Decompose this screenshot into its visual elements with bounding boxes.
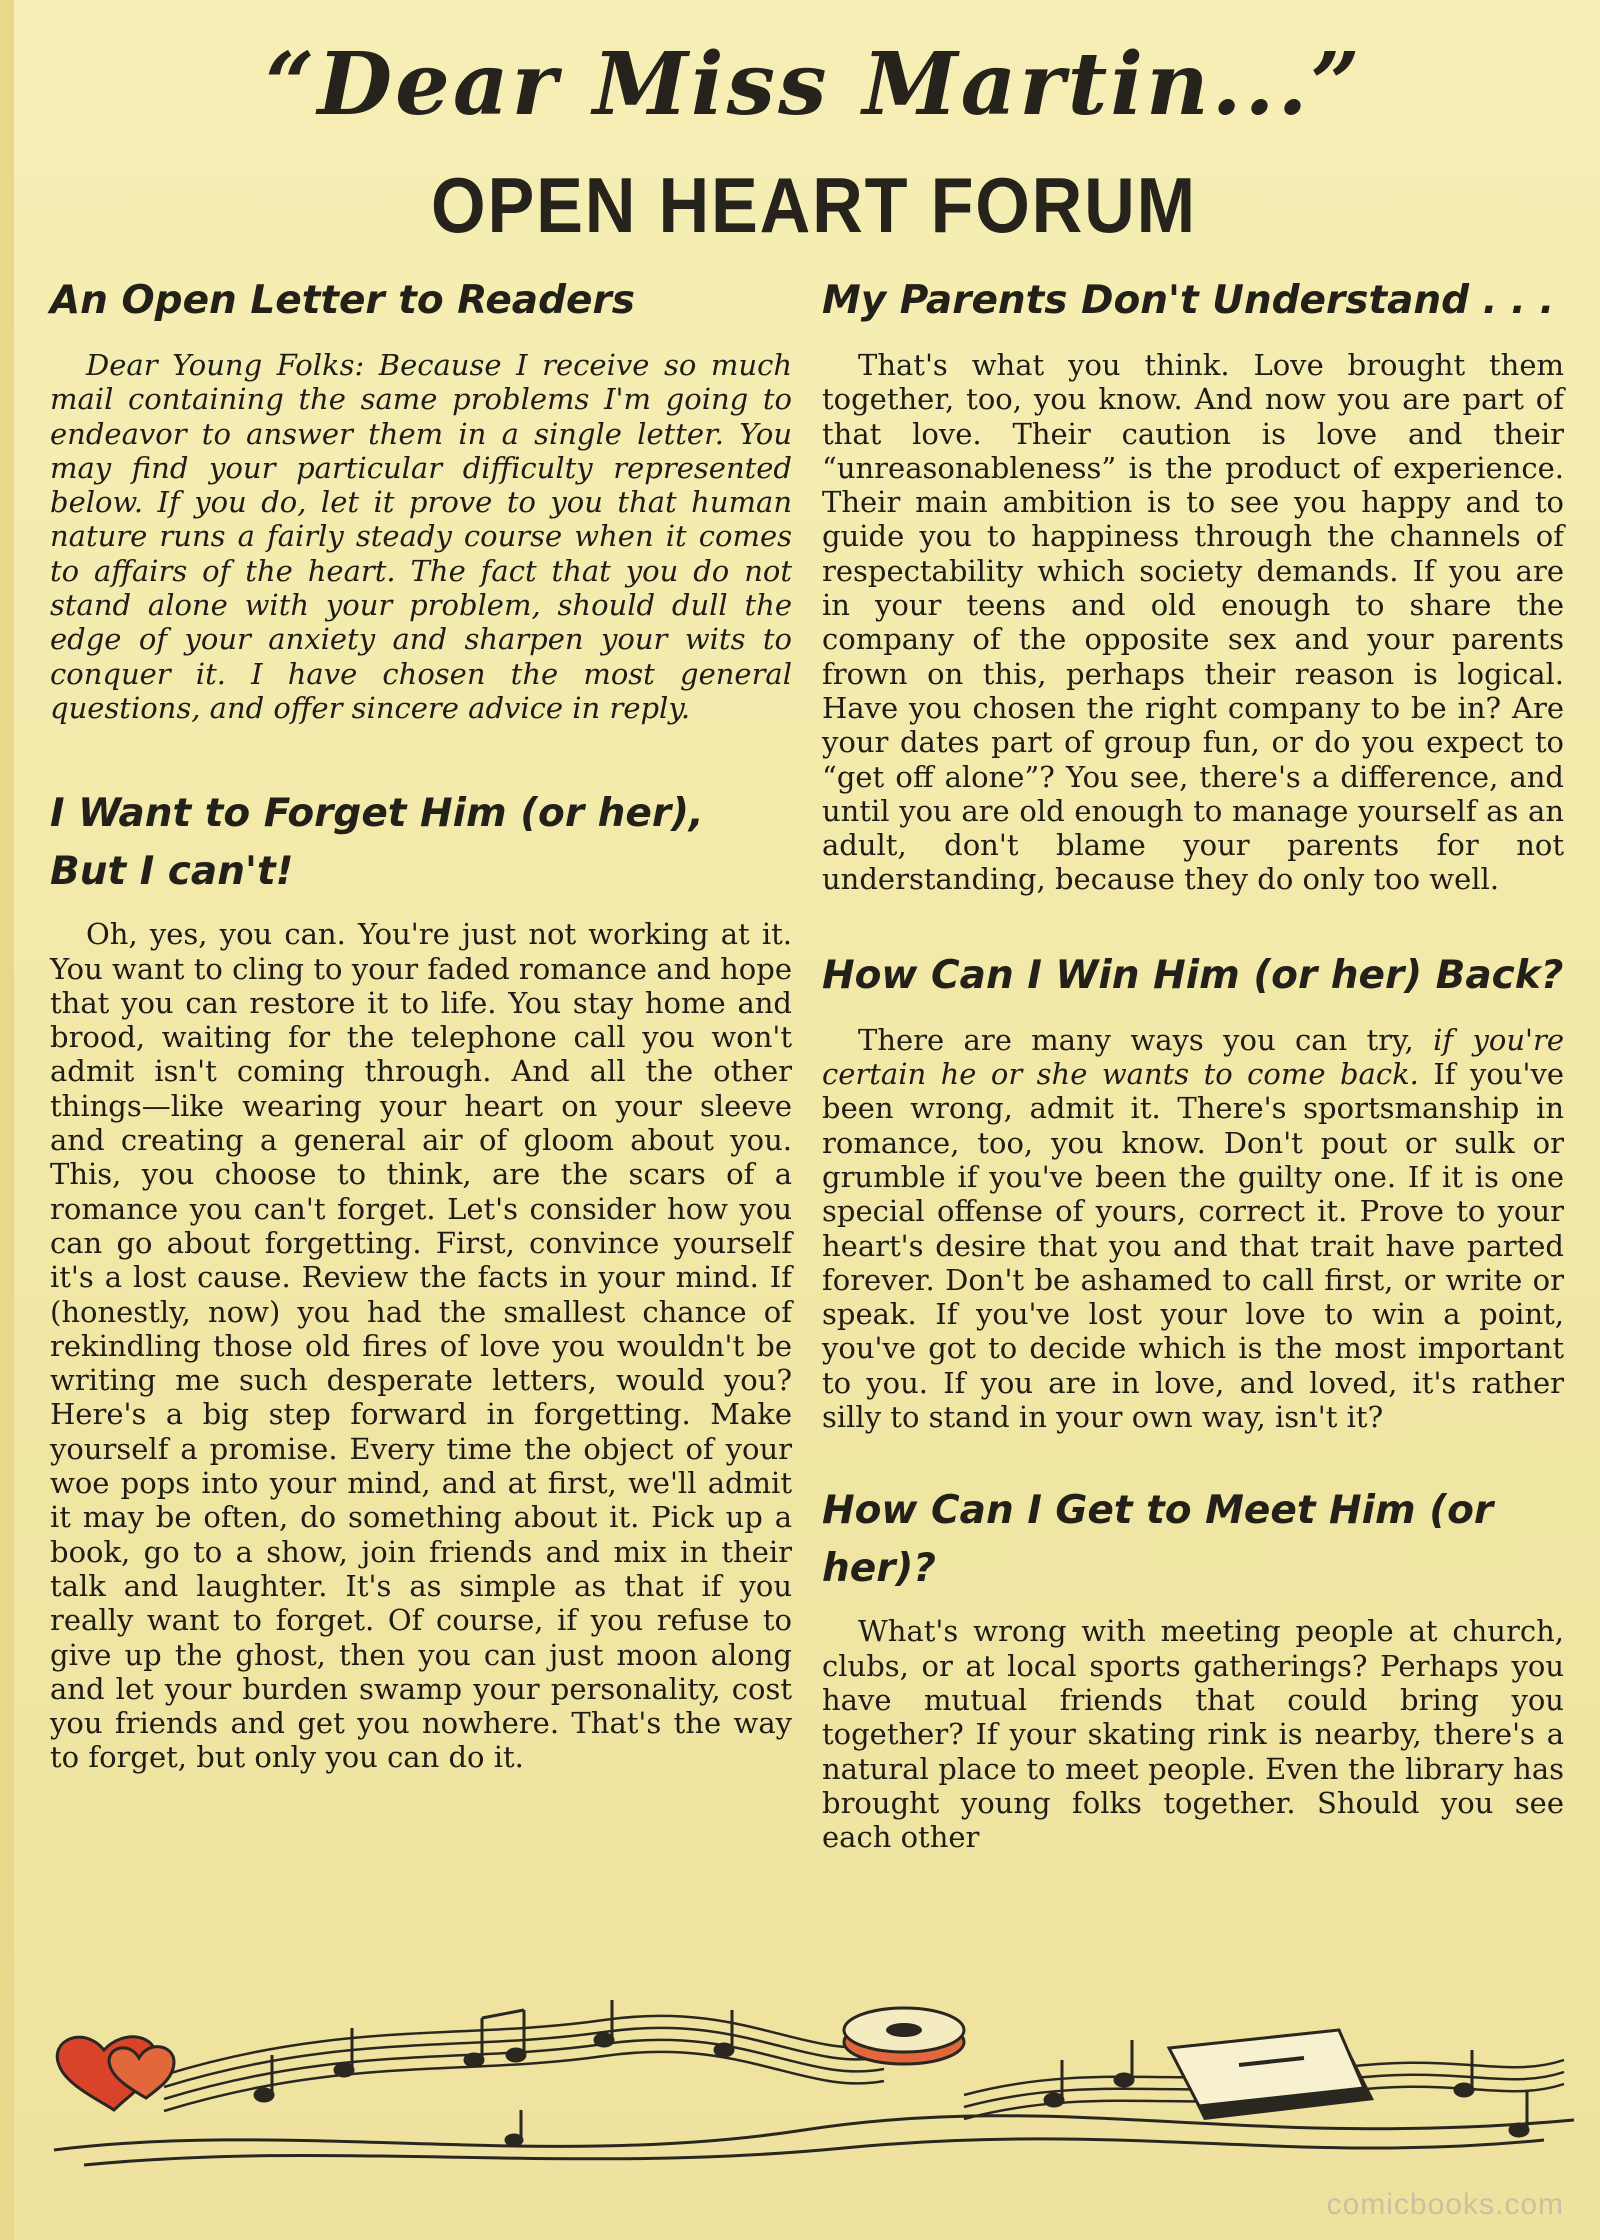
- record-icon: [844, 2008, 964, 2064]
- win-back-lead: There are many ways you can try,: [858, 1022, 1434, 1057]
- body-meet-him: What's wrong with meeting people at church, clubs, or at local sports gatherings? Perhaps you have mutual friends that could bring you together? If your skating rink is nearby, there's a natural place to meet people. Even the library has brought young folks together. Should you see each other: [822, 1614, 1564, 1855]
- envelope-icon: [1169, 2030, 1374, 2120]
- body-win-back: [822, 1023, 1564, 1435]
- heading-forget-him: I Want to Forget Him (or her), But I can't!: [50, 791, 704, 895]
- heart-icon: [57, 2037, 174, 2110]
- heading-open-letter: An Open Letter to Readers: [50, 278, 635, 323]
- body-parents: That's what you think. Love brought them together, too, you know. And now you are part of that love. Their caution is love and their “unreasonableness” is the product of experience. Their main ambition is to see you happy and to guide you to happiness through the channels of respectability which society demands. If you are in your teens and old enough to share the company of the opposite sex and your parents frown on this, perhaps their reason is logical. Have you chosen the right company to be in? Are your dates part of group fun, or do you expect to “get off alone”? You see, there's a difference, and until you are old enough to manage yourself as an adult, don't blame your parents for not understanding, because they do only too well.: [822, 348, 1564, 897]
- right-column: [822, 270, 1564, 1854]
- heading-meet-him: How Can I Get to Meet Him (or her)?: [822, 1488, 1494, 1592]
- left-column: [50, 270, 792, 1775]
- script-title: “Dear Miss Martin...”: [265, 34, 1363, 135]
- forum-title: OPEN HEART FORUM: [431, 161, 1197, 249]
- watermark: comicbooks.com: [1326, 2188, 1564, 2221]
- heading-win-back: How Can I Win Him (or her) Back?: [822, 952, 1564, 998]
- win-back-rest: If you've been wrong, admit it. There's sportsmanship in romance, too, you know. Don't pout or sulk or grumble if you've been the guilty one. If it is one special offense of yours, correct it. Prove to your heart's desire that you and that trait have parted forever. Don't be ashamed to call first, or write or speak. If you've lost your love to win a point, you've got to decide which is the most important to you. If you are in love, and loved, it's rather silly to stand in your own way, isn't it?: [822, 1057, 1564, 1435]
- footer-illustration: [44, 2000, 1584, 2170]
- heading-parents: My Parents Don't Understand . . .: [822, 278, 1555, 323]
- win-back-italic: if you're certain he or she wants to come back.: [822, 1022, 1564, 1092]
- body-open-letter: Dear Young Folks: Because I receive so much mail containing the same problems I'm going to endeavor to answer them in a single letter. You may find your particular difficulty represented below. If you do, let it prove to you that human nature runs a fairly steady course when it comes to affairs of the heart. The fact that you do not stand alone with your problem, should dull the edge of your anxiety and sharpen your wits to conquer it. I have chosen the most general questions, and offer sincere advice in reply.: [50, 348, 792, 725]
- body-forget-him: Oh, yes, you can. You're just not working at it. You want to cling to your faded romance and hope that you can restore it to life. You stay home and brood, waiting for the telephone call you won't admit isn't coming through. And all the other things—like wearing your heart on your sleeve and creating a general air of gloom about you. This, you choose to think, are the scars of a romance you can't forget. Let's consider how you can go about forgetting. First, convince yourself it's a lost cause. Review the facts in your mind. If (honestly, now) you had the smallest chance of rekindling those old fires of love you wouldn't be writing me such desperate letters, would you? Here's a big step forward in forgetting. Make yourself a promise. Every time the object of your woe pops into your mind, and at first, we'll admit it may be often, do something about it. Pick up a book, go to a show, join friends and mix in their talk and laughter. It's as simple as that if you really want to forget. Of course, if you refuse to give up the ghost, then you can just moon along and let your burden swamp your personality, cost you friends and get you nowhere. That's the way to forget, but only you can do it.: [50, 917, 792, 1775]
